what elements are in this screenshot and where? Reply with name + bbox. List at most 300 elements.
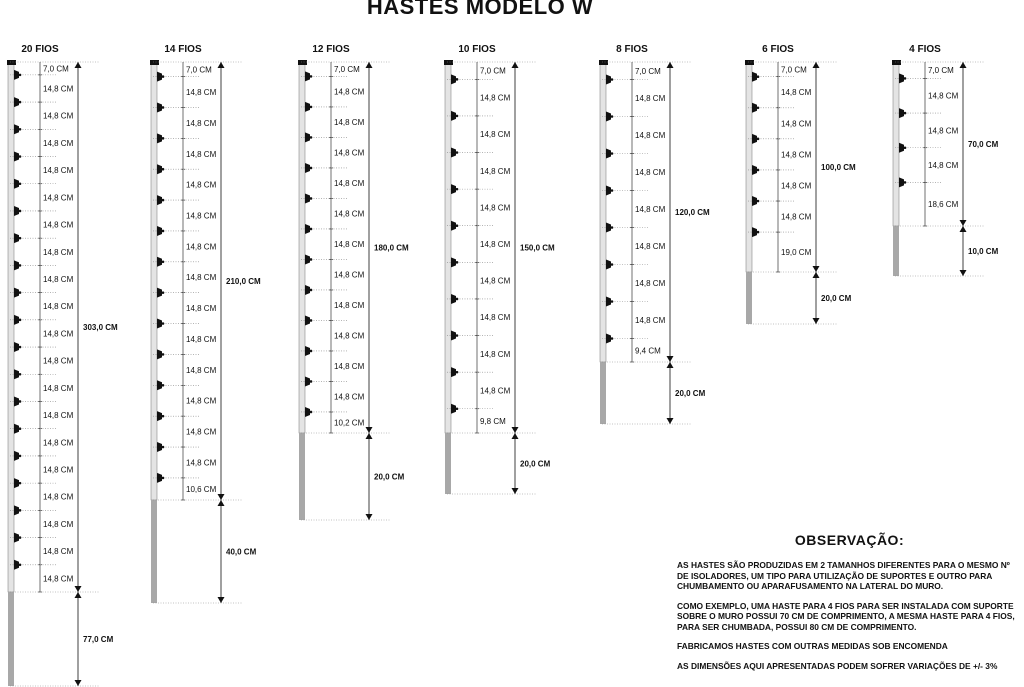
segment-label: 14,8 CM xyxy=(334,87,365,97)
segment-label: 14,8 CM xyxy=(928,126,959,136)
insulator-tip-icon xyxy=(162,230,165,233)
insulator-tip-icon xyxy=(310,289,313,292)
insulator-icon xyxy=(451,184,456,194)
insulator-tip-icon xyxy=(456,371,459,374)
base-arrow-bottom-icon xyxy=(512,488,519,494)
insulator-tip-icon xyxy=(904,112,907,115)
insulator-tip-icon xyxy=(19,563,22,566)
base-arrow-top-icon xyxy=(960,226,967,232)
total-label: 100,0 CM xyxy=(821,163,856,172)
insulator-icon xyxy=(451,111,456,121)
rod-body xyxy=(299,62,305,433)
insulator-tip-icon xyxy=(611,337,614,340)
insulator-tip-icon xyxy=(310,75,313,78)
rod-cap xyxy=(298,60,307,65)
insulator-tip-icon xyxy=(456,151,459,154)
insulator-icon xyxy=(14,478,19,488)
segment-label: 7,0 CM xyxy=(480,66,506,76)
base-arrow-bottom-icon xyxy=(667,418,674,424)
insulator-tip-icon xyxy=(310,136,313,139)
total-arrow-top-icon xyxy=(218,62,225,68)
segment-label: 14,8 CM xyxy=(43,438,74,448)
insulator-icon xyxy=(14,233,19,243)
insulator-tip-icon xyxy=(162,384,165,387)
segment-label: 14,8 CM xyxy=(186,149,217,159)
segment-label: 14,8 CM xyxy=(186,242,217,252)
rod-base xyxy=(299,433,305,520)
rod-cap xyxy=(745,60,754,65)
rod-header: 12 FIOS xyxy=(312,44,350,55)
rod-base xyxy=(445,433,451,494)
segment-label: 14,8 CM xyxy=(186,180,217,190)
insulator-icon xyxy=(305,407,310,417)
insulator-icon xyxy=(752,196,757,206)
base-label: 20,0 CM xyxy=(520,459,551,469)
segment-label: 14,8 CM xyxy=(635,205,666,214)
rod-body xyxy=(893,62,899,226)
insulator-icon xyxy=(606,75,611,85)
note-paragraph-2: COMO EXEMPLO, UMA HASTE PARA 4 FIOS PARA SER INSTALADA COM SUPORTE SOBRE O MURO POSSUI 70 CM DE COMPRIMENTO, A MESMA HASTE PARA 4 FIOS, PARA SER CHUMBADA, POSSUI 80 CM DE COMPRIMENTO. xyxy=(677,600,1015,632)
insulator-tip-icon xyxy=(456,334,459,337)
insulator-tip-icon xyxy=(757,231,760,234)
insulator-tip-icon xyxy=(19,291,22,294)
insulator-tip-icon xyxy=(19,373,22,376)
insulator-tip-icon xyxy=(611,300,614,303)
segment-label: 14,8 CM xyxy=(43,166,74,176)
rod-body xyxy=(600,62,606,362)
insulator-tip-icon xyxy=(162,446,165,449)
insulator-icon xyxy=(14,152,19,162)
insulator-tip-icon xyxy=(19,427,22,430)
base-arrow-bottom-icon xyxy=(75,680,82,686)
rod-header: 8 FIOS xyxy=(616,44,648,55)
insulator-icon xyxy=(14,342,19,352)
insulator-tip-icon xyxy=(19,536,22,539)
segment-label: 14,8 CM xyxy=(635,279,666,288)
segment-label: 14,8 CM xyxy=(43,519,74,529)
insulator-tip-icon xyxy=(456,407,459,410)
segment-label: 14,8 CM xyxy=(334,148,365,158)
insulator-tip-icon xyxy=(19,264,22,267)
insulator-tip-icon xyxy=(456,224,459,227)
total-label: 150,0 CM xyxy=(520,243,555,253)
rod-header: 4 FIOS xyxy=(909,44,941,55)
segment-label: 14,8 CM xyxy=(43,329,74,339)
insulator-tip-icon xyxy=(757,106,760,109)
segment-label: 14,8 CM xyxy=(43,84,74,94)
insulator-icon xyxy=(157,442,162,452)
segment-label: 14,8 CM xyxy=(186,88,217,98)
segment-label: 14,8 CM xyxy=(43,356,74,366)
insulator-icon xyxy=(606,260,611,270)
insulator-tip-icon xyxy=(19,128,22,131)
segment-label: 14,8 CM xyxy=(186,304,217,314)
insulator-icon xyxy=(305,285,310,295)
insulator-tip-icon xyxy=(19,101,22,104)
insulator-icon xyxy=(305,102,310,112)
insulator-tip-icon xyxy=(456,261,459,264)
rod-cap xyxy=(444,60,453,65)
insulator-icon xyxy=(752,134,757,144)
segment-label: 18,6 CM xyxy=(928,200,959,210)
insulator-tip-icon xyxy=(310,380,313,383)
segment-label: 14,8 CM xyxy=(635,168,666,177)
insulator-icon xyxy=(14,288,19,298)
insulator-icon xyxy=(305,254,310,264)
insulator-icon xyxy=(451,367,456,377)
segment-label: 14,8 CM xyxy=(334,331,365,341)
insulator-icon xyxy=(14,451,19,461)
segment-label: 14,8 CM xyxy=(43,302,74,312)
insulator-icon xyxy=(752,227,757,237)
segment-label: 14,8 CM xyxy=(334,362,365,372)
insulator-tip-icon xyxy=(19,400,22,403)
segment-label: 14,8 CM xyxy=(186,458,217,468)
total-arrow-top-icon xyxy=(366,62,373,68)
rod-base xyxy=(746,272,752,324)
base-arrow-top-icon xyxy=(218,500,225,506)
insulator-icon xyxy=(14,206,19,216)
insulator-tip-icon xyxy=(162,291,165,294)
insulator-tip-icon xyxy=(310,228,313,231)
segment-label: 14,8 CM xyxy=(781,212,812,222)
insulator-icon xyxy=(606,149,611,159)
rod-header: 14 FIOS xyxy=(164,44,202,55)
base-label: 20,0 CM xyxy=(821,294,852,303)
insulator-tip-icon xyxy=(757,200,760,203)
segment-label: 14,8 CM xyxy=(186,396,217,406)
segment-label: 14,8 CM xyxy=(781,119,812,129)
segment-label: 14,8 CM xyxy=(43,547,74,557)
rod-cap xyxy=(7,60,16,65)
rod-body xyxy=(445,62,451,433)
insulator-tip-icon xyxy=(611,78,614,81)
segment-label: 14,8 CM xyxy=(334,118,365,128)
segment-label: 10,2 CM xyxy=(334,418,365,428)
insulator-tip-icon xyxy=(310,319,313,322)
insulator-tip-icon xyxy=(19,74,22,77)
insulator-icon xyxy=(157,380,162,390)
insulator-icon xyxy=(899,143,904,153)
rod-header: 6 FIOS xyxy=(762,44,794,55)
insulator-icon xyxy=(899,108,904,118)
segment-label: 14,8 CM xyxy=(635,94,666,103)
base-arrow-bottom-icon xyxy=(366,514,373,520)
insulator-tip-icon xyxy=(757,138,760,141)
insulator-icon xyxy=(305,132,310,142)
insulator-tip-icon xyxy=(19,346,22,349)
segment-label: 19,0 CM xyxy=(781,248,812,258)
segment-label: 14,8 CM xyxy=(186,273,217,283)
segment-label: 14,8 CM xyxy=(480,203,511,213)
segment-label: 7,0 CM xyxy=(334,65,360,75)
insulator-icon xyxy=(305,193,310,203)
segment-label: 14,8 CM xyxy=(186,118,217,128)
insulator-tip-icon xyxy=(904,146,907,149)
insulator-icon xyxy=(157,473,162,483)
insulator-icon xyxy=(899,73,904,83)
insulator-tip-icon xyxy=(162,199,165,202)
rod-cap xyxy=(892,60,901,65)
total-label: 120,0 CM xyxy=(675,208,710,217)
insulator-icon xyxy=(157,72,162,82)
total-arrow-bottom-icon xyxy=(75,586,82,592)
insulator-icon xyxy=(899,177,904,187)
insulator-icon xyxy=(305,346,310,356)
rod-body xyxy=(151,62,157,500)
segment-label: 14,8 CM xyxy=(480,349,511,359)
insulator-tip-icon xyxy=(162,415,165,418)
insulator-icon xyxy=(157,319,162,329)
insulator-tip-icon xyxy=(611,115,614,118)
insulator-icon xyxy=(14,424,19,434)
total-arrow-top-icon xyxy=(667,62,674,68)
insulator-tip-icon xyxy=(310,411,313,414)
segment-label: 14,8 CM xyxy=(43,138,74,148)
base-arrow-top-icon xyxy=(75,592,82,598)
note-paragraph-4: AS DIMENSÕES AQUI APRESENTADAS PODEM SOFRER VARIAÇÕES DE +/- 3% xyxy=(677,660,998,671)
insulator-icon xyxy=(305,315,310,325)
base-arrow-top-icon xyxy=(813,272,820,278)
insulator-tip-icon xyxy=(19,455,22,458)
base-arrow-bottom-icon xyxy=(218,597,225,603)
insulator-icon xyxy=(14,533,19,543)
insulator-icon xyxy=(14,97,19,107)
segment-label: 14,8 CM xyxy=(43,465,74,475)
segment-label: 7,0 CM xyxy=(928,66,954,76)
segment-label: 14,8 CM xyxy=(43,383,74,393)
total-arrow-top-icon xyxy=(75,62,82,68)
insulator-tip-icon xyxy=(162,261,165,264)
insulator-icon xyxy=(157,164,162,174)
insulator-tip-icon xyxy=(162,75,165,78)
insulator-icon xyxy=(157,226,162,236)
insulator-icon xyxy=(14,179,19,189)
segment-label: 7,0 CM xyxy=(781,65,807,75)
total-label: 180,0 CM xyxy=(374,243,409,253)
segment-label: 14,8 CM xyxy=(43,247,74,257)
segment-label: 14,8 CM xyxy=(635,242,666,251)
segment-label: 14,8 CM xyxy=(480,166,511,176)
rod-base xyxy=(8,592,14,686)
insulator-icon xyxy=(157,133,162,143)
insulator-tip-icon xyxy=(310,167,313,170)
segment-label: 14,8 CM xyxy=(43,411,74,421)
insulator-tip-icon xyxy=(456,298,459,301)
total-arrow-top-icon xyxy=(512,62,519,68)
segment-label: 14,8 CM xyxy=(635,316,666,325)
segment-label: 14,8 CM xyxy=(334,209,365,219)
insulator-icon xyxy=(451,221,456,231)
insulator-tip-icon xyxy=(162,168,165,171)
insulator-icon xyxy=(752,72,757,82)
insulator-icon xyxy=(157,195,162,205)
insulator-tip-icon xyxy=(162,322,165,325)
insulator-icon xyxy=(14,260,19,270)
insulator-icon xyxy=(14,505,19,515)
segment-label: 14,8 CM xyxy=(334,179,365,189)
insulator-tip-icon xyxy=(19,509,22,512)
insulator-icon xyxy=(14,124,19,134)
insulator-icon xyxy=(451,148,456,158)
insulator-tip-icon xyxy=(310,350,313,353)
total-arrow-bottom-icon xyxy=(512,427,519,433)
base-arrow-top-icon xyxy=(366,433,373,439)
insulator-tip-icon xyxy=(456,115,459,118)
total-label: 303,0 CM xyxy=(83,323,118,332)
total-arrow-bottom-icon xyxy=(667,356,674,362)
segment-label: 7,0 CM xyxy=(635,66,661,76)
segment-label: 14,8 CM xyxy=(43,574,74,584)
base-label: 20,0 CM xyxy=(675,389,706,398)
insulator-icon xyxy=(606,223,611,233)
insulator-icon xyxy=(157,257,162,267)
insulator-tip-icon xyxy=(456,188,459,191)
insulator-tip-icon xyxy=(757,75,760,78)
insulator-tip-icon xyxy=(611,189,614,192)
insulator-tip-icon xyxy=(162,137,165,140)
segment-label: 14,8 CM xyxy=(186,211,217,221)
insulator-tip-icon xyxy=(904,181,907,184)
base-label: 20,0 CM xyxy=(374,472,405,482)
insulator-tip-icon xyxy=(456,78,459,81)
insulator-icon xyxy=(14,560,19,570)
rod-base xyxy=(600,362,606,424)
insulator-icon xyxy=(606,112,611,122)
segment-label: 14,8 CM xyxy=(186,365,217,375)
total-arrow-top-icon xyxy=(813,62,820,68)
page-title: HASTES MODELO W xyxy=(366,0,594,19)
insulator-tip-icon xyxy=(611,226,614,229)
insulator-icon xyxy=(451,294,456,304)
segment-label: 14,8 CM xyxy=(480,276,511,286)
segment-label: 14,8 CM xyxy=(928,161,959,171)
insulator-icon xyxy=(305,71,310,81)
insulator-tip-icon xyxy=(19,237,22,240)
insulator-tip-icon xyxy=(310,258,313,261)
base-arrow-top-icon xyxy=(667,362,674,368)
segment-label: 14,8 CM xyxy=(43,193,74,203)
segment-label: 7,0 CM xyxy=(186,65,212,75)
segment-label: 14,8 CM xyxy=(781,88,812,98)
insulator-icon xyxy=(606,186,611,196)
insulator-tip-icon xyxy=(162,106,165,109)
segment-label: 14,8 CM xyxy=(480,130,511,140)
insulator-tip-icon xyxy=(310,197,313,200)
insulator-icon xyxy=(14,70,19,80)
insulator-tip-icon xyxy=(904,77,907,80)
rod-body xyxy=(8,62,14,592)
segment-label: 14,8 CM xyxy=(43,275,74,285)
segment-label: 14,8 CM xyxy=(186,427,217,437)
rod-body xyxy=(746,62,752,272)
insulator-icon xyxy=(157,288,162,298)
segment-label: 9,4 CM xyxy=(635,346,661,356)
segment-label: 10,6 CM xyxy=(186,484,217,494)
segment-label: 14,8 CM xyxy=(334,270,365,280)
insulator-icon xyxy=(305,163,310,173)
segment-label: 14,8 CM xyxy=(480,386,511,396)
insulator-icon xyxy=(157,411,162,421)
insulator-icon xyxy=(305,376,310,386)
insulator-tip-icon xyxy=(162,353,165,356)
total-arrow-bottom-icon xyxy=(813,266,820,272)
insulator-tip-icon xyxy=(19,210,22,213)
segment-label: 14,8 CM xyxy=(43,220,74,230)
base-label: 40,0 CM xyxy=(226,547,257,557)
segment-label: 14,8 CM xyxy=(635,131,666,140)
base-arrow-top-icon xyxy=(512,433,519,439)
rod-base xyxy=(893,226,899,276)
insulator-tip-icon xyxy=(757,169,760,172)
total-arrow-bottom-icon xyxy=(218,494,225,500)
insulator-icon xyxy=(606,297,611,307)
base-arrow-bottom-icon xyxy=(813,318,820,324)
rod-cap xyxy=(150,60,159,65)
base-label: 10,0 CM xyxy=(968,247,999,256)
insulator-icon xyxy=(305,224,310,234)
insulator-icon xyxy=(451,404,456,414)
insulator-icon xyxy=(451,74,456,84)
insulator-tip-icon xyxy=(611,152,614,155)
note-paragraph-1: AS HASTES SÃO PRODUZIDAS EM 2 TAMANHOS DIFERENTES PARA O MESMO Nº DE ISOLADORES, UM TIPO PARA UTILIZAÇÃO DE SUPORTES E OUTRO PARA CHUMBAMENTO OU APARAFUSAMENTO NA LATERAL DO MURO. xyxy=(677,560,1010,591)
segment-label: 14,8 CM xyxy=(43,111,74,121)
segment-label: 14,8 CM xyxy=(781,181,812,191)
rod-header: 10 FIOS xyxy=(458,44,496,55)
total-label: 70,0 CM xyxy=(968,140,999,149)
insulator-tip-icon xyxy=(19,482,22,485)
insulator-tip-icon xyxy=(310,106,313,109)
segment-label: 14,8 CM xyxy=(186,334,217,344)
insulator-icon xyxy=(157,349,162,359)
segment-label: 14,8 CM xyxy=(480,313,511,323)
insulator-icon xyxy=(157,102,162,112)
segment-label: 14,8 CM xyxy=(480,240,511,250)
insulator-icon xyxy=(451,331,456,341)
insulator-tip-icon xyxy=(611,263,614,266)
segment-label: 14,8 CM xyxy=(928,91,959,101)
base-label: 77,0 CM xyxy=(83,635,114,644)
rod-base xyxy=(151,500,157,603)
segment-label: 14,8 CM xyxy=(334,301,365,311)
total-arrow-top-icon xyxy=(960,62,967,68)
insulator-icon xyxy=(14,315,19,325)
insulator-tip-icon xyxy=(19,319,22,322)
rod-header: 20 FIOS xyxy=(21,44,59,55)
total-arrow-bottom-icon xyxy=(960,220,967,226)
segment-label: 14,8 CM xyxy=(480,93,511,103)
insulator-icon xyxy=(606,334,611,344)
total-label: 210,0 CM xyxy=(226,277,261,286)
segment-label: 9,8 CM xyxy=(480,416,506,426)
insulator-icon xyxy=(14,369,19,379)
insulator-tip-icon xyxy=(162,477,165,480)
segment-label: 14,8 CM xyxy=(43,492,74,502)
insulator-icon xyxy=(451,257,456,267)
segment-label: 14,8 CM xyxy=(781,150,812,160)
insulator-tip-icon xyxy=(19,182,22,185)
notes-title: OBSERVAÇÃO: xyxy=(794,532,905,548)
segment-label: 7,0 CM xyxy=(43,64,69,74)
notes-panel xyxy=(677,532,1022,680)
insulator-tip-icon xyxy=(19,155,22,158)
total-arrow-bottom-icon xyxy=(366,427,373,433)
insulator-icon xyxy=(14,396,19,406)
base-arrow-bottom-icon xyxy=(960,270,967,276)
note-paragraph-3: FABRICAMOS HASTES COM OUTRAS MEDIDAS SOB ENCOMENDA xyxy=(677,641,948,651)
insulator-icon xyxy=(752,103,757,113)
segment-label: 14,8 CM xyxy=(334,392,365,402)
